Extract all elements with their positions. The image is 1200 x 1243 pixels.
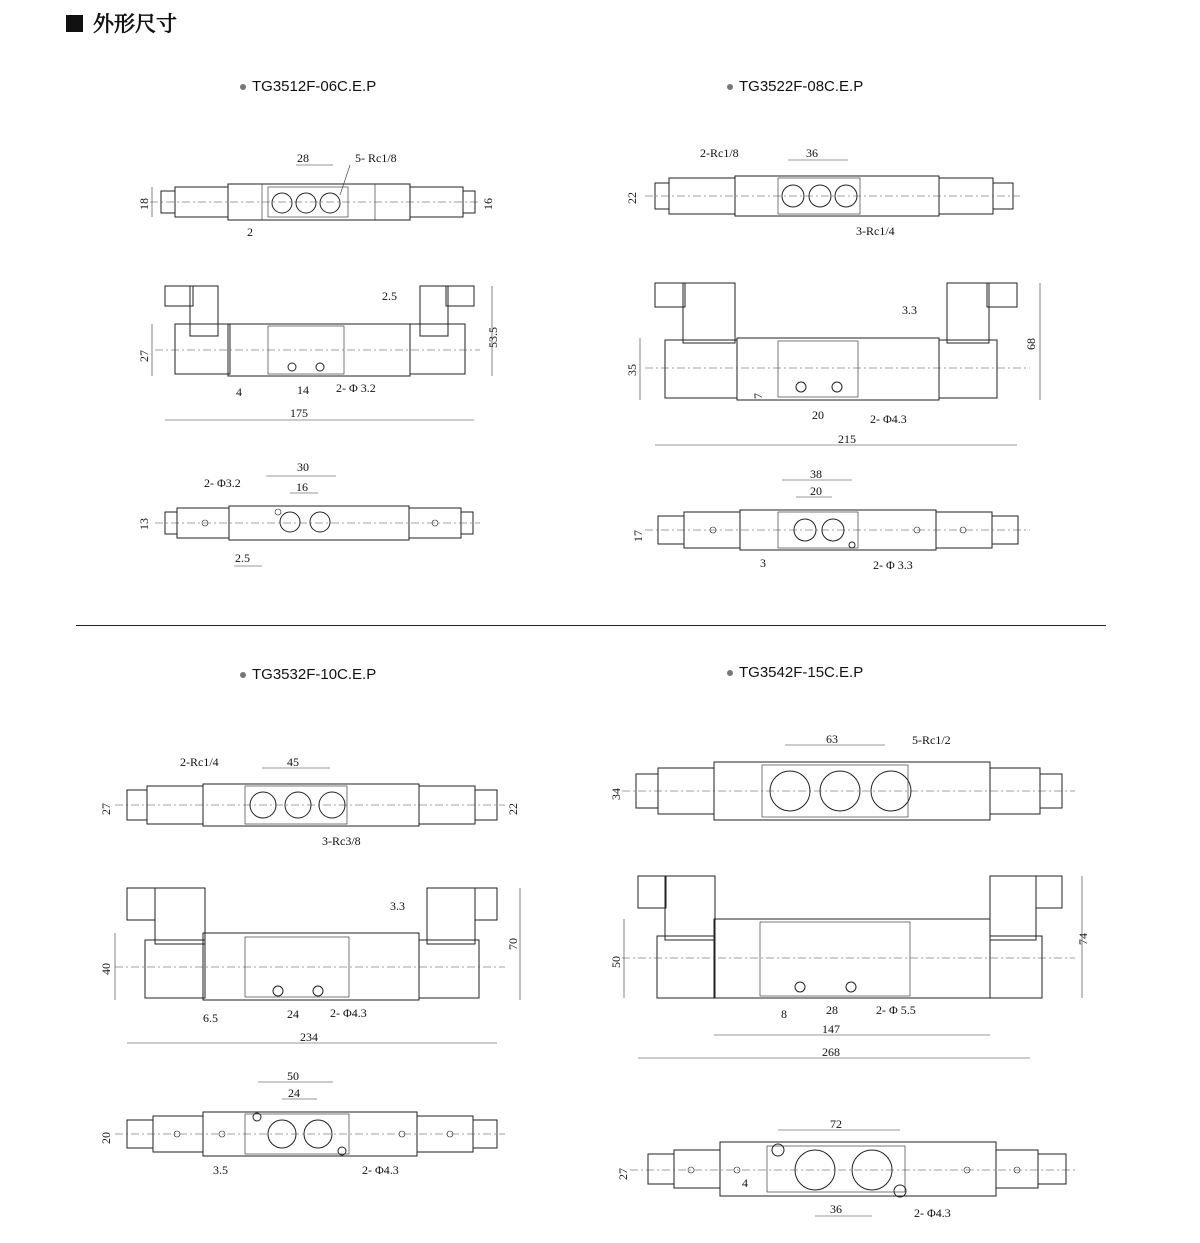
dim-label: 36 (830, 1202, 842, 1216)
dim-label: 7 (751, 393, 765, 399)
dim-label: 2- Φ 3.2 (336, 381, 376, 395)
dim-label: 22 (506, 803, 520, 815)
dim-label: 268 (822, 1045, 840, 1059)
dim-label: 24 (288, 1086, 300, 1100)
dim-label: 14 (297, 383, 309, 397)
dim-label: 22 (625, 192, 639, 204)
drawing-4-front-view (609, 876, 1090, 1059)
drawing-2-top-view (625, 146, 1020, 238)
dim-label: 2- Φ4.3 (330, 1006, 367, 1020)
model-name: TG3532F-10C.E.P (252, 666, 377, 683)
dim-label: 8 (781, 1007, 787, 1021)
dim-label: 16 (481, 198, 495, 210)
dim-label: 38 (810, 467, 822, 481)
dim-label: 215 (838, 432, 856, 446)
model-name: TG3522F-08C.E.P (739, 78, 864, 95)
dim-label: 6.5 (203, 1011, 218, 1025)
dim-label: 35 (625, 364, 639, 376)
dim-label: 27 (616, 1168, 630, 1180)
dim-label: 2.5 (235, 551, 250, 565)
section-title-text: 外形尺寸 (93, 13, 177, 36)
dim-label: 2- Φ 3.3 (873, 558, 913, 572)
drawing-3-front-view (99, 888, 520, 1044)
dim-label: 147 (822, 1022, 840, 1036)
dim-label: 3-Rc3/8 (322, 834, 361, 848)
dim-label: 2.5 (382, 289, 397, 303)
dim-label: 234 (300, 1030, 318, 1044)
drawing-4-bottom-view (616, 1117, 1075, 1220)
model-name: TG3542F-15C.E.P (739, 664, 864, 681)
dim-label: 2-Rc1/8 (700, 146, 739, 160)
dim-label: 2-Rc1/4 (180, 755, 219, 769)
dim-label: 70 (506, 938, 520, 950)
dim-label: 16 (296, 480, 308, 494)
dim-label: 2 (247, 225, 253, 239)
dim-label: 3.3 (902, 303, 917, 317)
drawing-3-bottom-view (99, 1069, 505, 1177)
dim-label: 20 (99, 1132, 113, 1144)
dim-label: 3-Rc1/4 (856, 224, 895, 238)
dim-label: 24 (287, 1007, 299, 1021)
drawing-2-front-view (625, 283, 1040, 446)
drawing-1-top-view (137, 151, 495, 239)
drawing-4-top-view (609, 732, 1075, 820)
dim-label: 50 (287, 1069, 299, 1083)
dim-label: 74 (1076, 933, 1090, 945)
dim-label: 5- Rc1/8 (355, 151, 397, 165)
dim-label: 27 (99, 803, 113, 815)
dim-label: 18 (137, 198, 151, 210)
dim-label: 175 (290, 406, 308, 420)
dim-label: 63 (826, 732, 838, 746)
dim-label: 20 (810, 484, 822, 498)
dim-label: 2- Φ4.3 (914, 1206, 951, 1220)
drawing-2-bottom-view (631, 467, 1030, 572)
dim-label: 4 (236, 385, 242, 399)
dim-label: 5-Rc1/2 (912, 733, 951, 747)
dim-label: 4 (742, 1176, 748, 1190)
dim-label: 72 (830, 1117, 842, 1131)
dim-label: 68 (1024, 338, 1038, 350)
dim-label: 2- Φ3.2 (204, 476, 241, 490)
dim-label: 27 (137, 350, 151, 362)
model-name: TG3512F-06C.E.P (252, 78, 377, 95)
dim-label: 45 (287, 755, 299, 769)
drawing-1-front-view (137, 286, 500, 420)
dim-label: 2- Φ4.3 (870, 412, 907, 426)
dim-label: 34 (609, 788, 623, 800)
dim-label: 30 (297, 460, 309, 474)
dim-label: 13 (137, 518, 151, 530)
dim-label: 3.3 (390, 899, 405, 913)
dim-label: 17 (631, 530, 645, 542)
dim-label: 36 (806, 146, 818, 160)
dim-label: 3.5 (213, 1163, 228, 1177)
dim-label: 3 (760, 556, 766, 570)
dim-label: 2- Φ4.3 (362, 1163, 399, 1177)
dim-label: 40 (99, 963, 113, 975)
drawing-1-bottom-view (137, 460, 480, 566)
dim-label: 28 (297, 151, 309, 165)
dim-label: 28 (826, 1003, 838, 1017)
dim-label: 53.5 (486, 327, 500, 348)
dim-label: 2- Φ 5.5 (876, 1003, 916, 1017)
drawing-3-top-view (99, 755, 520, 848)
dim-label: 20 (812, 408, 824, 422)
dim-label: 50 (609, 956, 623, 968)
